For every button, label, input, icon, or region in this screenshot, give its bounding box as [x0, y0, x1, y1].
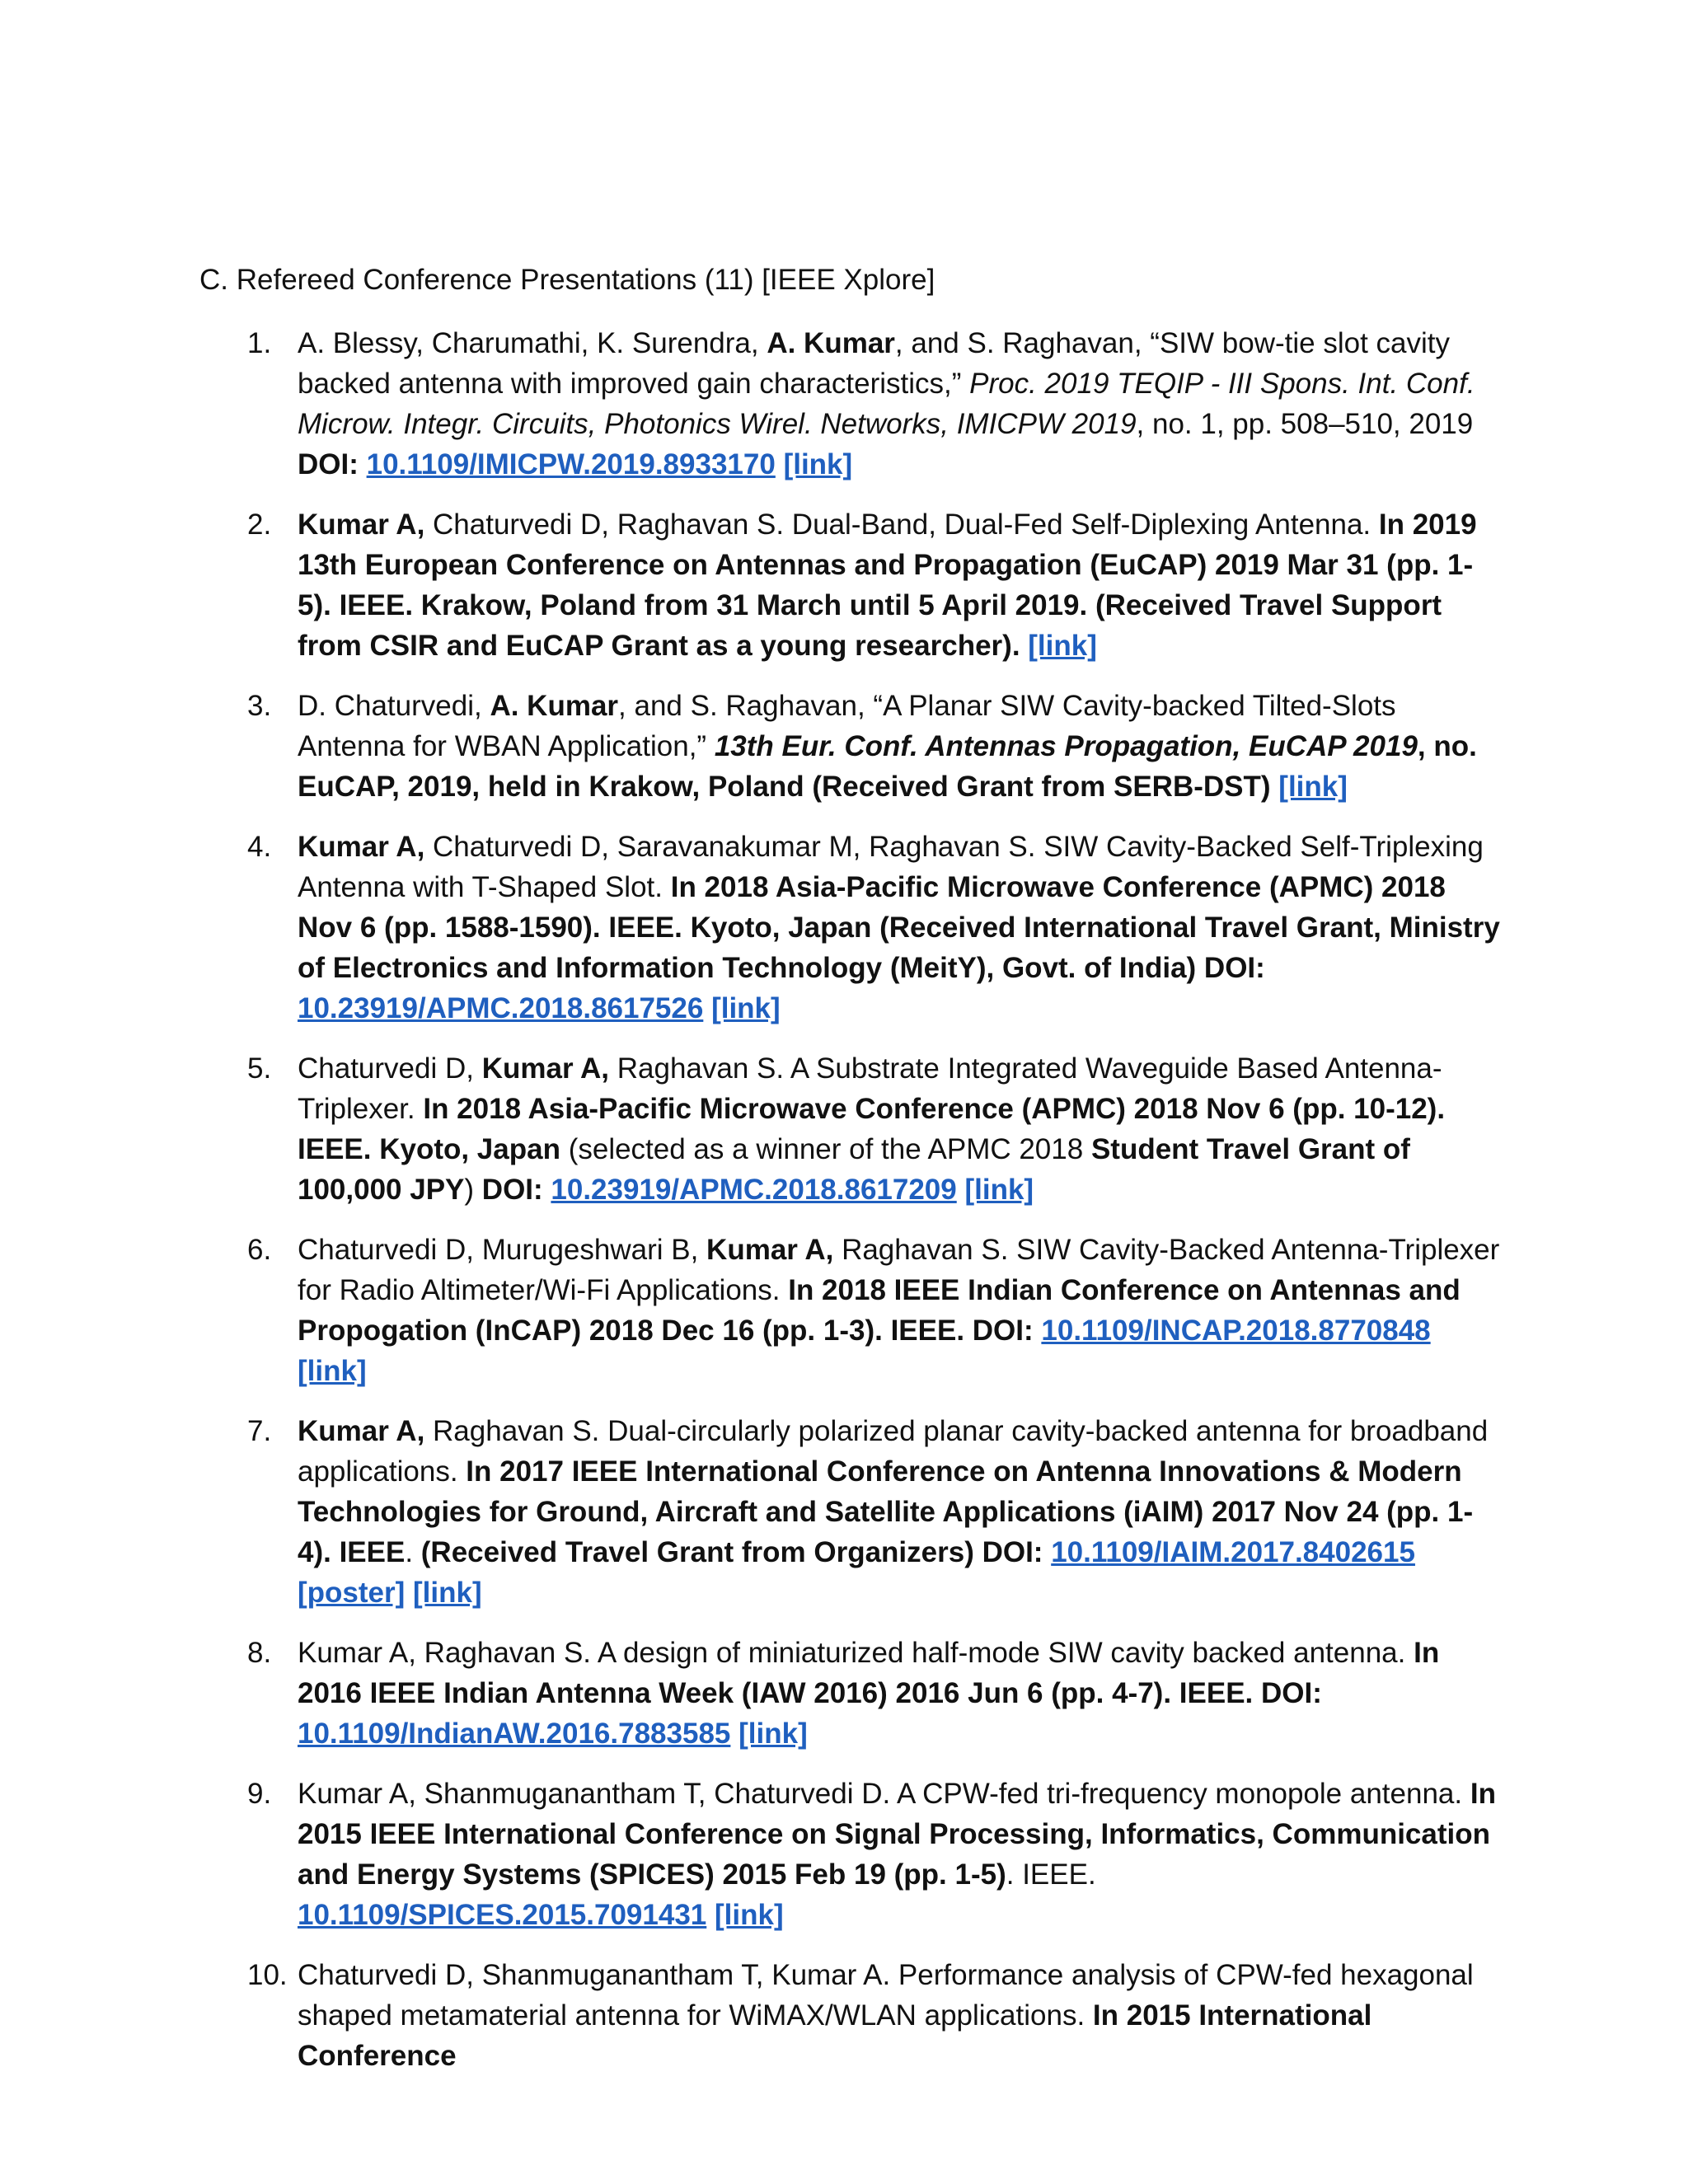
text-segment: Chaturvedi D, Murugeshwari B,	[298, 1234, 707, 1266]
text-segment: Chaturvedi D, Saravanakumar M, Raghavan S. SIW Cavity-Backed Self-Triplexing Antenna with T-Shaped Slot.	[298, 831, 1484, 903]
bold-text: A. Kumar	[490, 690, 619, 722]
italic-text: Proc. 2019 TEQIP - III Spons. Int. Conf. Microw. Integr. Circuits, Photonics Wirel. Networks, IMICPW 2019	[298, 368, 1475, 440]
text-segment: Raghavan S. Dual-circularly polarized planar cavity-backed antenna for broadband applications.	[298, 1415, 1489, 1488]
reference-item	[199, 1048, 1502, 1210]
reference-list	[199, 323, 1502, 2096]
reference-number: 7.	[247, 1415, 272, 1447]
reference-text	[298, 1052, 1445, 1206]
text-segment: Kumar A, Raghavan S. A design of miniaturized half-mode SIW cavity backed antenna.	[298, 1637, 1414, 1669]
reference-item	[199, 686, 1502, 807]
reference-item	[199, 1633, 1502, 1754]
text-segment	[776, 448, 784, 480]
text-segment: Kumar A, Shanmuganantham T, Chaturvedi D. A CPW-fed tri-frequency monopole antenna.	[298, 1778, 1470, 1810]
bold-text: Kumar A,	[706, 1234, 834, 1266]
reference-number: 4.	[247, 831, 272, 863]
reference-item	[199, 1230, 1502, 1391]
text-segment: (selected as a winner of the APMC 2018	[560, 1133, 1091, 1165]
reference-number: 1.	[247, 327, 272, 359]
bold-text: In 2018 IEEE Indian Conference on Antennas and Propogation (InCAP) 2018 Dec 16 (pp. 1-3). IEEE. DOI:	[298, 1274, 1461, 1347]
reference-text	[298, 1778, 1496, 1931]
reference-number: 10.	[247, 1959, 288, 1991]
bold-text: Student Travel Grant of 100,000 JPY	[298, 1133, 1410, 1206]
bold-text: In 2015 IEEE International Conference on Signal Processing, Informatics, Communication and Energy Systems (SPICES) 2015 Feb 19 (pp. 1-5)	[298, 1778, 1496, 1891]
text-segment: Chaturvedi D, Shanmuganantham T, Kumar A. Performance analysis of CPW-fed hexagonal shaped metamaterial antenna for WiMAX/WLAN applications.	[298, 1959, 1474, 2032]
text-segment	[703, 992, 711, 1024]
text-segment: Raghavan S. SIW Cavity-Backed Antenna-Triplexer for Radio Altimeter/Wi-Fi Applications.	[298, 1234, 1500, 1306]
reference-text	[298, 509, 1477, 662]
text-segment: A. Blessy, Charumathi, K. Surendra,	[298, 327, 767, 359]
bold-text: (Received Travel Grant from Organizers) DOI:	[420, 1536, 1052, 1568]
bold-text: , no. EuCAP, 2019, held in Krakow, Poland (Received Grant from SERB-DST)	[298, 730, 1477, 803]
reference-text	[298, 690, 1477, 803]
doi-link[interactable]: 10.23919/APMC.2018.8617526	[298, 992, 704, 1024]
reference-number: 5.	[247, 1052, 272, 1085]
doi-link[interactable]: 10.1109/IndianAW.2016.7883585	[298, 1718, 731, 1750]
reference-item	[199, 1411, 1502, 1613]
bold-text: DOI:	[481, 1174, 551, 1206]
reference-link[interactable]: [link]	[298, 1355, 367, 1387]
section-title: C. Refereed Conference Presentations (11) [IEEE Xplore]	[199, 264, 935, 296]
bold-text: DOI:	[298, 448, 367, 480]
text-segment: , no. 1, pp. 508–510, 2019	[1136, 408, 1474, 440]
text-segment: D. Chaturvedi,	[298, 690, 490, 722]
reference-number: 2.	[247, 509, 272, 541]
reference-link[interactable]: [poster]	[298, 1577, 406, 1609]
doi-link[interactable]: 10.1109/SPICES.2015.7091431	[298, 1899, 707, 1931]
text-segment: . IEEE.	[1006, 1858, 1096, 1891]
bold-text: Kumar A,	[298, 831, 425, 863]
reference-text	[298, 327, 1475, 480]
reference-item	[199, 1955, 1502, 2076]
text-segment: )	[464, 1174, 482, 1206]
bold-text: A. Kumar	[767, 327, 895, 359]
reference-link[interactable]: [link]	[738, 1718, 808, 1750]
reference-link[interactable]: [link]	[1028, 630, 1097, 662]
reference-item	[199, 504, 1502, 666]
text-segment	[706, 1899, 715, 1931]
bold-italic-text: 13th Eur. Conf. Antennas Propagation, EuCAP 2019	[714, 730, 1418, 762]
bold-text: In 2019 13th European Conference on Antennas and Propagation (EuCAP) 2019 Mar 31 (pp. 1-5). IEEE. Krakow, Poland from 31 March until 5 April 2019. (Received Travel Support from CSIR and EuCAP Grant as a young researcher).	[298, 509, 1477, 662]
bold-text: In 2018 Asia-Pacific Microwave Conference (APMC) 2018 Nov 6 (pp. 1588-1590). IEEE. Kyoto, Japan (Received International Travel Grant, Ministry of Electronics and Information Technology (MeitY), Govt. of India) DOI:	[298, 871, 1500, 984]
bold-text: Kumar A,	[298, 1415, 425, 1447]
doi-link[interactable]: 10.1109/IAIM.2017.8402615	[1051, 1536, 1415, 1568]
reference-link[interactable]: [link]	[715, 1899, 784, 1931]
bold-text: In 2016 IEEE Indian Antenna Week (IAW 2016) 2016 Jun 6 (pp. 4-7). IEEE. DOI:	[298, 1637, 1440, 1709]
reference-text	[298, 1637, 1439, 1750]
reference-item	[199, 827, 1502, 1029]
reference-text	[298, 831, 1500, 1024]
reference-link[interactable]: [link]	[1278, 771, 1348, 803]
reference-number: 8.	[247, 1637, 272, 1669]
bold-text: In 2015 International Conference	[298, 1999, 1372, 2072]
bold-text: In 2017 IEEE International Conference on Antenna Innovations & Modern Technologies for Ground, Aircraft and Satellite Applications (iAIM) 2017 Nov 24 (pp. 1-4). IEEE	[298, 1455, 1474, 1568]
doi-link[interactable]: 10.1109/INCAP.2018.8770848	[1041, 1315, 1431, 1347]
reference-item	[199, 1774, 1502, 1935]
reference-link[interactable]: [link]	[964, 1174, 1034, 1206]
text-segment: Chaturvedi D, Raghavan S. Dual-Band, Dual-Fed Self-Diplexing Antenna.	[424, 509, 1379, 541]
text-segment: , and S. Raghavan, “A Planar SIW Cavity-backed Tilted-Slots Antenna for WBAN Application,”	[298, 690, 1396, 762]
reference-number: 6.	[247, 1234, 272, 1266]
text-segment: .	[405, 1536, 421, 1568]
text-segment: Chaturvedi D,	[298, 1052, 482, 1085]
text-segment	[1271, 771, 1279, 803]
text-segment	[1020, 630, 1029, 662]
text-segment: , and S. Raghavan, “SIW bow-tie slot cavity backed antenna with improved gain characteristics,”	[298, 327, 1450, 400]
text-segment	[957, 1174, 965, 1206]
reference-text	[298, 1415, 1488, 1609]
reference-link[interactable]: [link]	[413, 1577, 482, 1609]
bold-text: Kumar A,	[481, 1052, 610, 1085]
reference-link[interactable]: [link]	[711, 992, 781, 1024]
reference-text	[298, 1234, 1499, 1387]
reference-number: 9.	[247, 1778, 272, 1810]
doi-link[interactable]: 10.1109/IMICPW.2019.8933170	[366, 448, 776, 480]
bold-text: In 2018 Asia-Pacific Microwave Conference (APMC) 2018 Nov 6 (pp. 10-12). IEEE. Kyoto, Japan	[298, 1093, 1446, 1165]
reference-item	[199, 323, 1502, 485]
text-segment: Raghavan S. A Substrate Integrated Waveguide Based Antenna-Triplexer.	[298, 1052, 1442, 1125]
reference-link[interactable]: [link]	[783, 448, 853, 480]
text-segment	[730, 1718, 738, 1750]
reference-text	[298, 1959, 1474, 2072]
reference-number: 3.	[247, 690, 272, 722]
bold-text: Kumar A,	[298, 509, 425, 541]
text-segment	[405, 1577, 413, 1609]
doi-link[interactable]: 10.23919/APMC.2018.8617209	[551, 1174, 957, 1206]
